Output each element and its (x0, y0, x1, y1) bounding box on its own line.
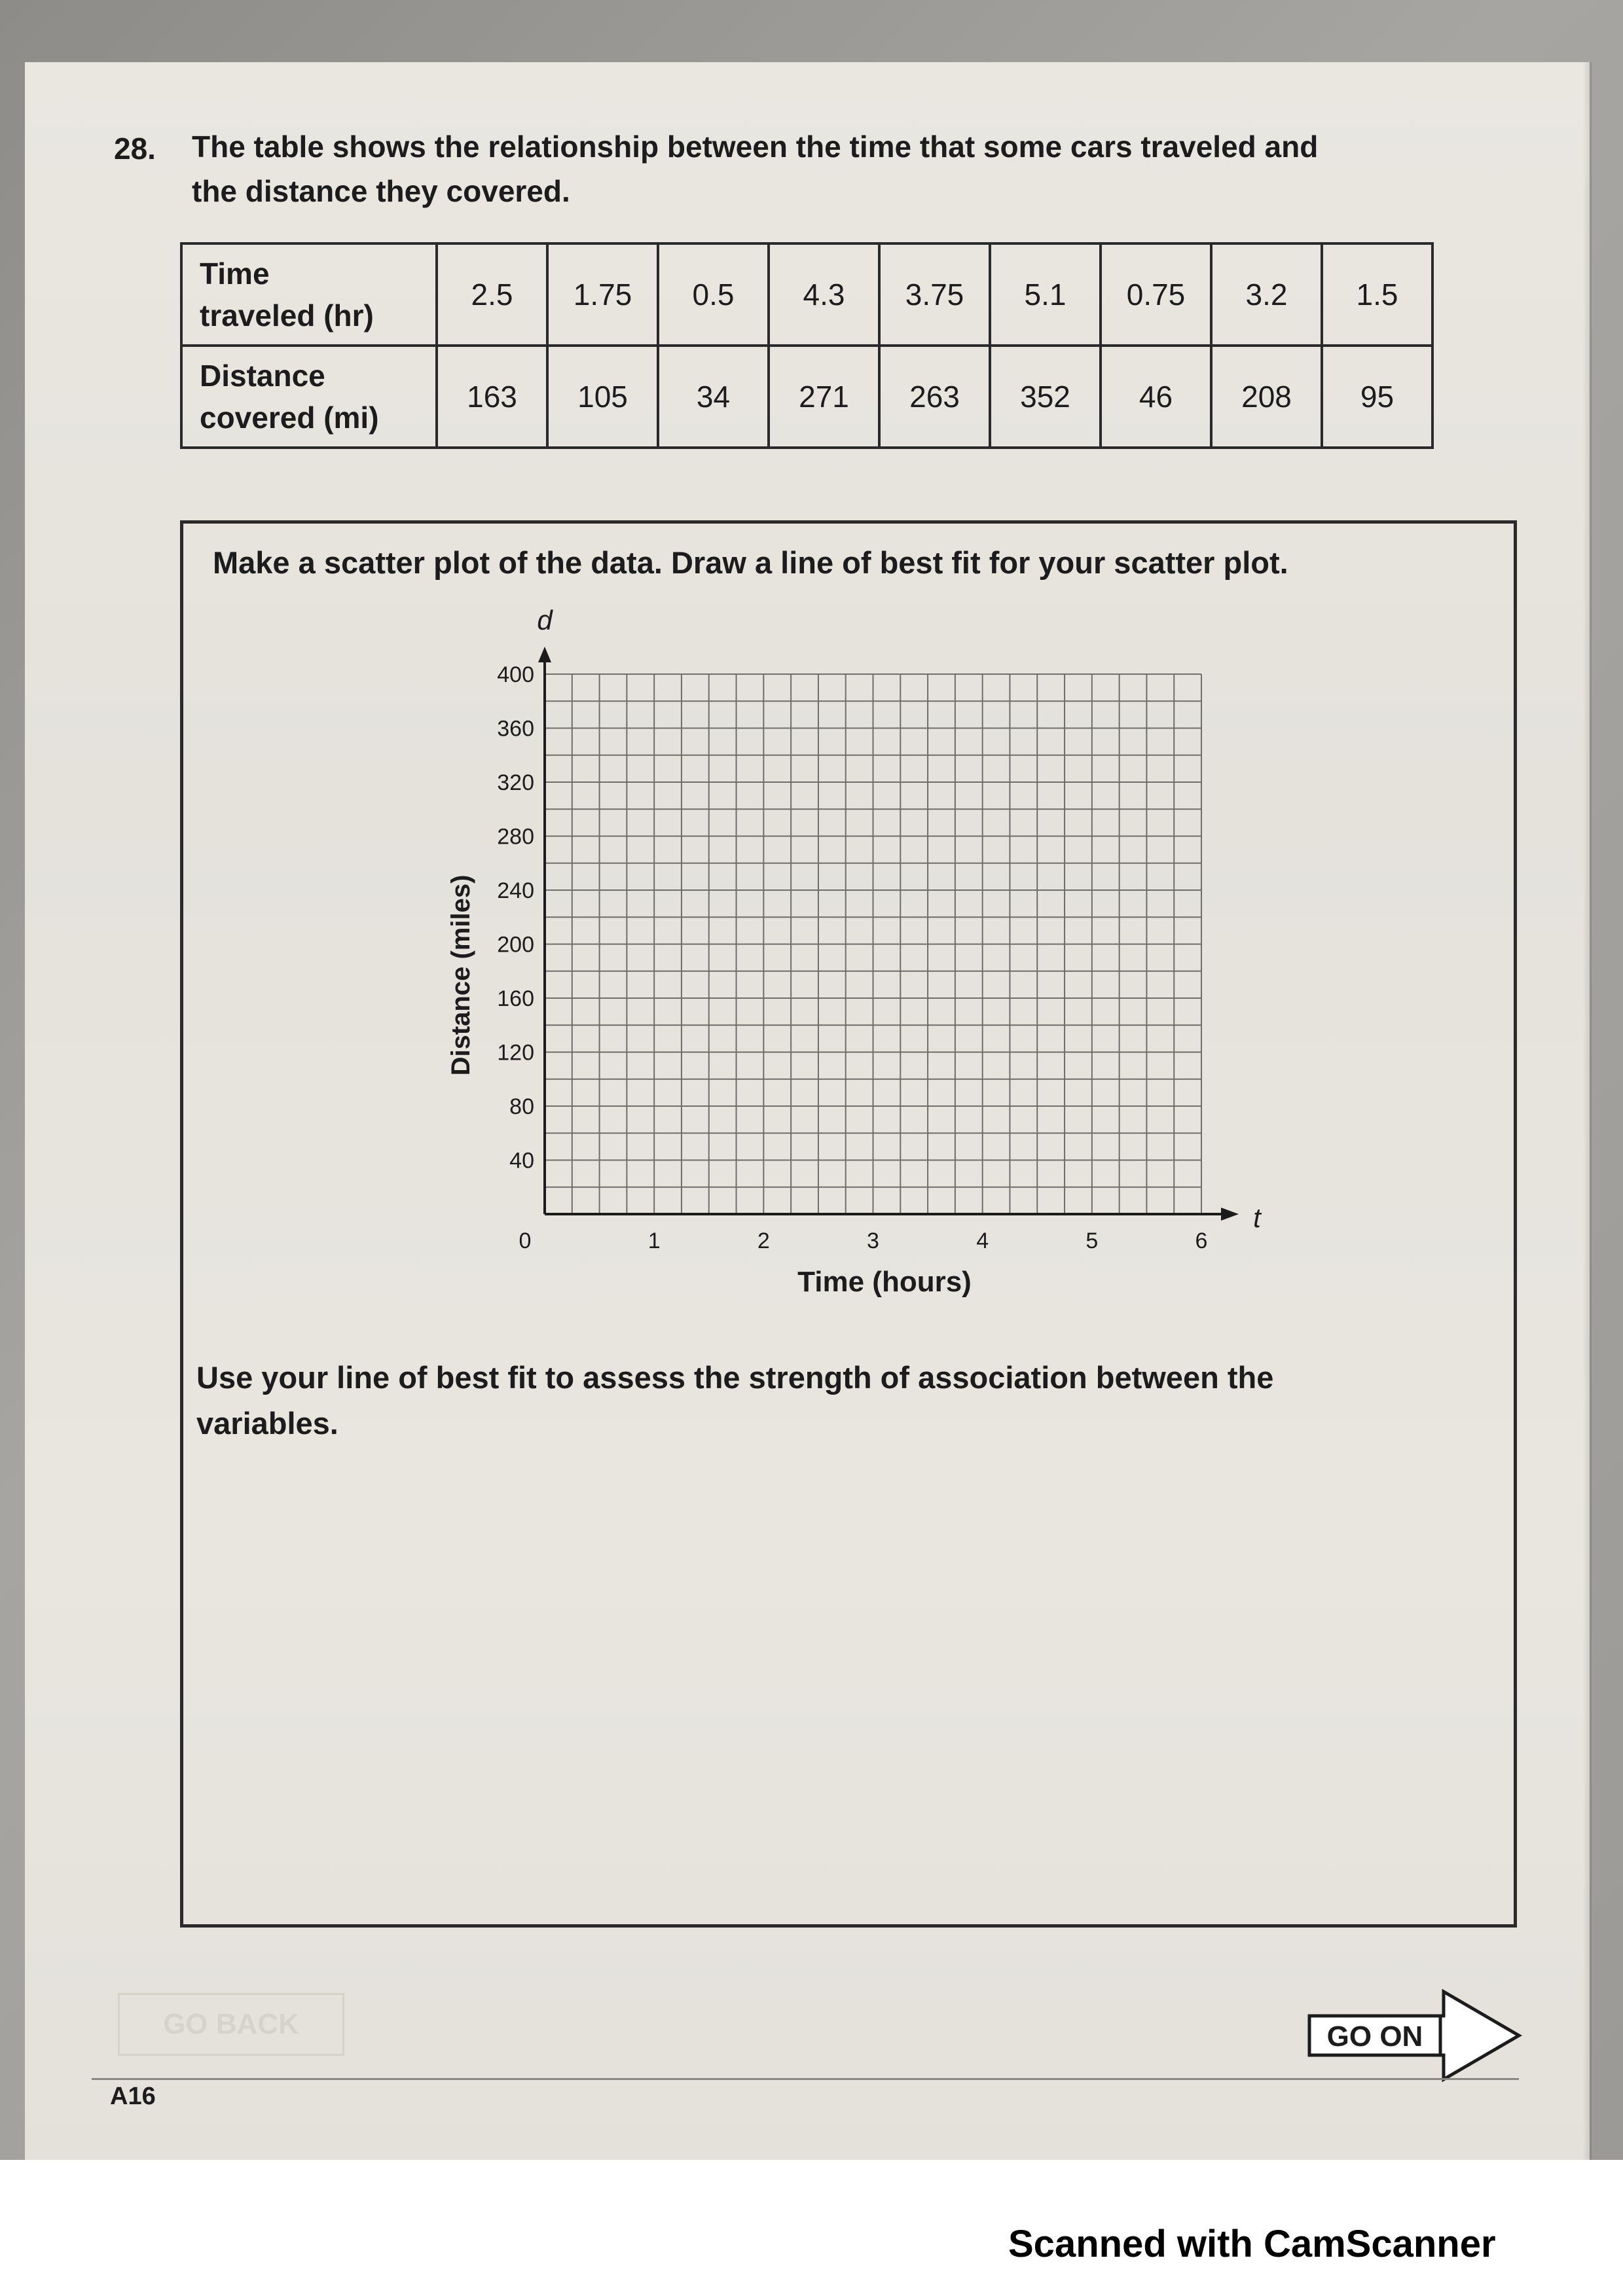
distance-cell: 352 (990, 346, 1101, 448)
y-tick-label: 80 (509, 1094, 534, 1119)
y-tick-label: 200 (497, 932, 534, 958)
y-axis-label: Distance (miles) (447, 874, 475, 1076)
time-cell: 3.75 (879, 243, 990, 346)
x-tick-label: 3 (867, 1229, 879, 1253)
time-header-line-2: traveled (hr) (200, 298, 374, 332)
assess-prompt (196, 1355, 1493, 1446)
time-cell: 4.3 (769, 243, 879, 346)
go-back-button[interactable]: GO BACK (118, 1993, 344, 2056)
data-table (180, 242, 1434, 449)
y-axis-variable: d (537, 605, 553, 636)
time-cell: 2.5 (437, 243, 547, 346)
question-number: 28. (114, 132, 156, 166)
y-tick-label: 280 (497, 824, 534, 850)
time-cell: 0.5 (658, 243, 769, 346)
question-text-line-2: the distance they covered. (192, 174, 570, 208)
x-tick-label: 0 (519, 1229, 532, 1253)
assess-prompt-line-2: variables. (196, 1406, 338, 1441)
page-fold-shadow (1582, 62, 1592, 2160)
y-axis-arrow-icon (538, 647, 551, 662)
scatter-prompt: Make a scatter plot of the data. Draw a line of best fit for your scatter plot. (213, 545, 1288, 580)
page-id: A16 (110, 2083, 156, 2110)
distance-cell: 105 (547, 346, 658, 448)
distance-cell: 271 (769, 346, 879, 448)
distance-row (181, 346, 1432, 448)
distance-cell: 263 (879, 346, 990, 448)
footer-rule (92, 2078, 1519, 2080)
x-tick-label: 1 (647, 1229, 661, 1253)
time-cell: 1.5 (1322, 243, 1432, 346)
distance-row-header (181, 346, 437, 448)
x-tick-label: 2 (757, 1229, 770, 1253)
distance-header-line-1: Distance (200, 359, 325, 393)
x-tick-label: 4 (976, 1229, 989, 1253)
distance-cell: 46 (1101, 346, 1211, 448)
distance-header-line-2: covered (mi) (200, 401, 379, 435)
x-axis-arrow-icon (1221, 1208, 1239, 1221)
time-row-header (181, 243, 437, 346)
time-cell: 0.75 (1101, 243, 1211, 346)
time-row (181, 243, 1432, 346)
y-tick-label: 120 (497, 1040, 534, 1066)
scatter-plot-grid[interactable] (419, 589, 1322, 1322)
x-tick-label: 5 (1085, 1229, 1099, 1253)
y-tick-label: 320 (497, 770, 534, 795)
time-cell: 5.1 (990, 243, 1101, 346)
y-tick-label: 160 (497, 986, 534, 1011)
go-on-label: GO ON (1326, 2020, 1423, 2053)
time-cell: 1.75 (547, 243, 658, 346)
scan-credit: Scanned with CamScanner (1008, 2223, 1496, 2265)
question-text-line-1: The table shows the relationship between the time that some cars traveled and (192, 130, 1319, 164)
time-header-line-1: Time (200, 257, 270, 291)
question-text (192, 124, 1501, 213)
assess-prompt-line-1: Use your line of best fit to assess the strength of association between the (196, 1360, 1274, 1395)
x-tick-label: 6 (1195, 1229, 1208, 1253)
distance-cell: 95 (1322, 346, 1432, 448)
y-tick-label: 40 (509, 1148, 534, 1174)
x-axis-label: Time (hours) (797, 1266, 972, 1298)
distance-cell: 208 (1211, 346, 1322, 448)
x-axis-variable: t (1253, 1202, 1261, 1233)
distance-cell: 34 (658, 346, 769, 448)
y-tick-label: 240 (497, 878, 534, 903)
y-tick-label: 400 (497, 662, 534, 687)
y-tick-label: 360 (497, 716, 534, 742)
time-cell: 3.2 (1211, 243, 1322, 346)
distance-cell: 163 (437, 346, 547, 448)
go-on-button[interactable] (1306, 1986, 1529, 2085)
